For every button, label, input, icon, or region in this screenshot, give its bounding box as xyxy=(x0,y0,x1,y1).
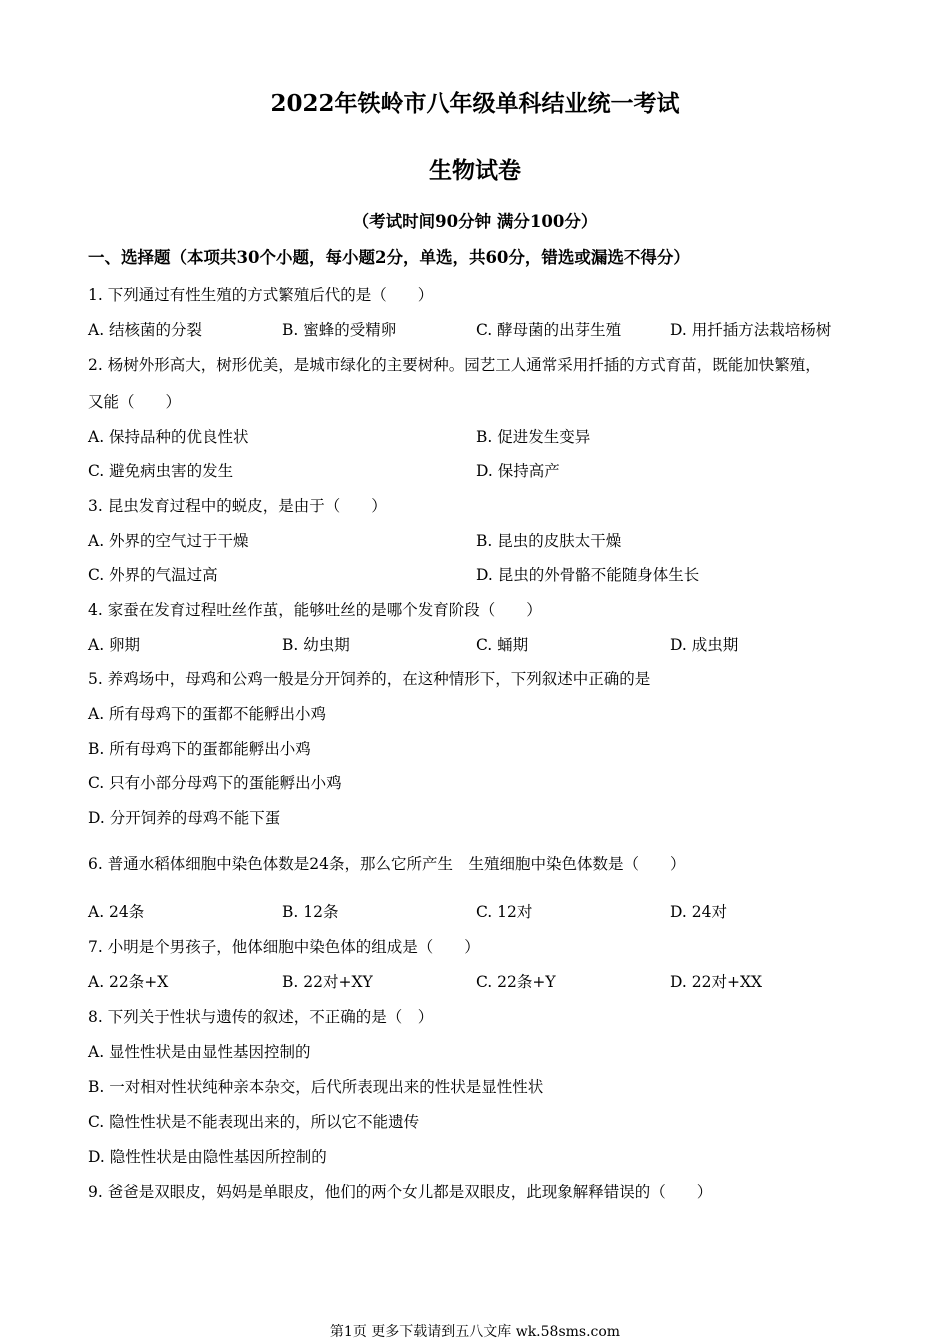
question-8-option-c: C. 隐性性状是不能表现出来的，所以它不能遗传 xyxy=(88,1113,420,1131)
question-9-stem: 9. 爸爸是双眼皮，妈妈是单眼皮，他们的两个女儿都是双眼皮，此现象解释错误的（ ） xyxy=(88,1183,713,1201)
question-4-option-a: A. 卵期 xyxy=(88,636,141,654)
section-heading: 一、选择题（本项共30个小题，每小题2分，单选，共60分，错选或漏选不得分） xyxy=(88,248,690,267)
question-8-stem: 8. 下列关于性状与遗传的叙述，不正确的是（ ） xyxy=(88,1008,434,1026)
question-4-option-b: B. 幼虫期 xyxy=(282,636,350,654)
exam-title: 2022年铁岭市八年级单科结业统一考试 xyxy=(270,90,680,117)
question-8-option-b: B. 一对相对性状纯种亲本杂交，后代所表现出来的性状是显性性状 xyxy=(88,1078,544,1096)
question-5-option-c: C. 只有小部分母鸡下的蛋能孵出小鸡 xyxy=(88,774,342,792)
question-7-option-b: B. 22对+XY xyxy=(282,973,373,991)
question-2-option-d: D. 保持高产 xyxy=(476,462,560,480)
question-8-option-a: A. 显性性状是由显性基因控制的 xyxy=(88,1043,311,1061)
question-5-option-b: B. 所有母鸡下的蛋都能孵出小鸡 xyxy=(88,740,311,758)
question-5-option-a: A. 所有母鸡下的蛋都不能孵出小鸡 xyxy=(88,705,327,723)
question-1-stem: 1. 下列通过有性生殖的方式繁殖后代的是（ ） xyxy=(88,286,434,304)
question-3-option-a: A. 外界的空气过于干燥 xyxy=(88,532,249,550)
question-6-option-c: C. 12对 xyxy=(476,903,533,921)
question-2-option-a: A. 保持品种的优良性状 xyxy=(88,428,249,446)
question-2-option-b: B. 促进发生变异 xyxy=(476,428,591,446)
question-7-option-a: A. 22条+X xyxy=(88,973,169,991)
question-3-option-c: C. 外界的气温过高 xyxy=(88,566,218,584)
question-2-option-c: C. 避免病虫害的发生 xyxy=(88,462,234,480)
question-6-option-b: B. 12条 xyxy=(282,903,339,921)
question-6-option-a: A. 24条 xyxy=(88,903,145,921)
page-footer: 第1页 更多下载请到五八文库 wk.58sms.com xyxy=(329,1324,621,1340)
question-3-stem: 3. 昆虫发育过程中的蜕皮，是由于（ ） xyxy=(88,497,387,515)
question-2-stem: 2. 杨树外形高大，树形优美，是城市绿化的主要树种。园艺工人通常采用扦插的方式育苗，既能加快繁殖， xyxy=(88,356,821,374)
question-3-option-b: B. 昆虫的皮肤太干燥 xyxy=(476,532,622,550)
question-4-option-c: C. 蛹期 xyxy=(476,636,529,654)
question-3-option-d: D. 昆虫的外骨骼不能随身体生长 xyxy=(476,566,700,584)
exam-info: （考试时间90分钟 满分100分） xyxy=(352,212,598,231)
question-1-option-a: A. 结核菌的分裂 xyxy=(88,321,203,339)
question-5-stem: 5. 养鸡场中，母鸡和公鸡一般是分开饲养的，在这种情形下，下列叙述中正确的是 xyxy=(88,670,651,688)
question-7-option-c: C. 22条+Y xyxy=(476,973,556,991)
question-4-stem: 4. 家蚕在发育过程吐丝作茧，能够吐丝的是哪个发育阶段（ ） xyxy=(88,601,542,619)
question-5-option-d: D. 分开饲养的母鸡不能下蛋 xyxy=(88,809,281,827)
exam-subject: 生物试卷 xyxy=(429,157,521,184)
question-8-option-d: D. 隐性性状是由隐性基因所控制的 xyxy=(88,1148,327,1166)
question-1-option-b: B. 蜜蜂的受精卵 xyxy=(282,321,397,339)
question-4-option-d: D. 成虫期 xyxy=(670,636,739,654)
question-7-option-d: D. 22对+XX xyxy=(670,973,763,991)
question-6-option-d: D. 24对 xyxy=(670,903,727,921)
question-7-stem: 7. 小明是个男孩子，他体细胞中染色体的组成是（ ） xyxy=(88,938,480,956)
question-1-option-d: D. 用扦插方法栽培杨树 xyxy=(670,321,832,339)
question-6-stem: 6. 普通水稻体细胞中染色体数是24条，那么它所产生 生殖细胞中染色体数是（ ） xyxy=(88,855,686,873)
question-2-stem-continued: 又能（ ） xyxy=(88,393,182,411)
question-1-option-c: C. 酵母菌的出芽生殖 xyxy=(476,321,622,339)
